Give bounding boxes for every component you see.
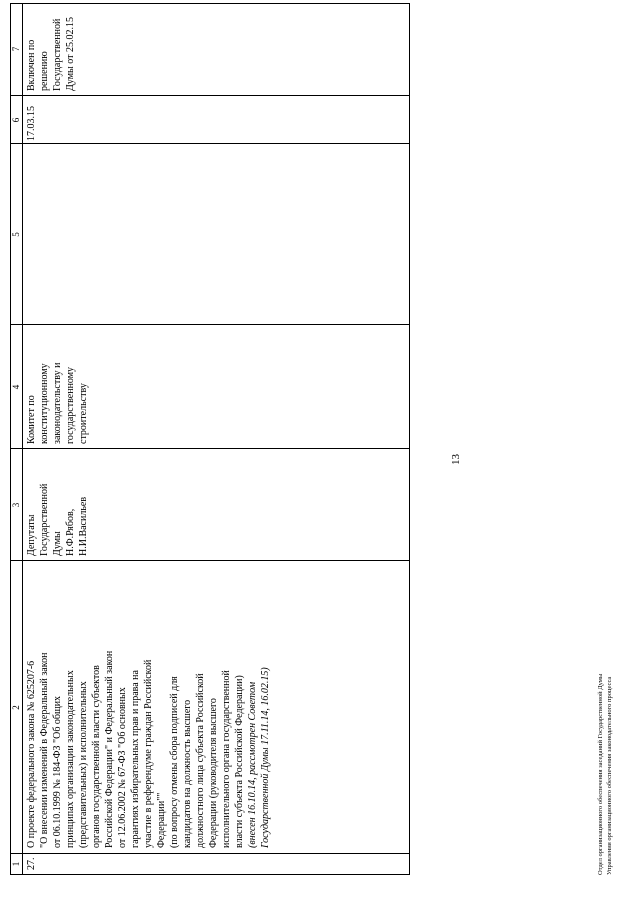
author-line: Депутаты: [26, 514, 37, 556]
column-divider: [11, 853, 409, 854]
note-line: решению: [39, 51, 50, 91]
author-line: Государственной: [39, 483, 50, 556]
committee-line: Комитет по: [26, 395, 37, 444]
bill-line: исполнительного органа государственной: [221, 670, 232, 848]
page-number: 13: [450, 454, 462, 465]
bill-description: [25, 651, 272, 848]
consideration-date: 17.03.15: [26, 106, 37, 141]
note-line: Государственной: [52, 18, 63, 91]
note-line: Думы от 25.02.15: [65, 17, 76, 91]
bill-line: власти субъекта Российской Федерации): [234, 675, 245, 848]
header-col-5: 5: [11, 232, 21, 237]
author-line: Думы: [52, 531, 63, 556]
committee-line: строительству: [78, 383, 89, 444]
bill-line: гарантиях избирательных прав и права на: [130, 670, 141, 848]
bill-line: от 12.06.2002 № 67-ФЗ "Об основных: [117, 687, 128, 848]
row-number: 27.: [26, 857, 37, 870]
header-col-6: 6: [11, 117, 21, 123]
bill-authors: [25, 484, 90, 556]
column-divider: [11, 560, 409, 561]
bill-line: участие в референдуме граждан Российской: [143, 659, 154, 848]
committee-line: законодательству и: [52, 362, 63, 444]
inclusion-note: [25, 17, 77, 91]
footer: [596, 674, 614, 875]
column-divider: [11, 324, 409, 325]
responsible-committee: [25, 363, 90, 444]
bill-line: "О внесении изменений в Федеральный закон: [39, 652, 50, 848]
column-divider: [11, 448, 409, 449]
author-line: Н.И.Васильев: [78, 496, 89, 556]
bill-line: принципах организации законодательных: [65, 670, 76, 848]
header-col-4: 4: [11, 384, 21, 390]
bill-line: Российской Федерации" и Федеральный закон: [104, 650, 115, 848]
column-divider: [11, 143, 409, 144]
bill-history-line: (внесен 16.10.14, рассмотрен Советом: [247, 681, 258, 848]
bill-history-line: Государственной Думы 17.11.14, 16.02.15): [260, 667, 271, 848]
bill-line: (по вопросу отмены сбора подписей для: [169, 676, 180, 848]
committee-line: конституционному: [39, 363, 50, 444]
committee-line: государственному: [65, 366, 76, 444]
footer-line: Управления организационного обеспечения законодательного процесса: [606, 676, 613, 875]
header-col-3: 3: [11, 502, 21, 508]
author-line: Н.Ф.Рябов,: [65, 508, 76, 556]
bill-line: (представительных) и исполнительных: [78, 681, 89, 848]
bill-line: О проекте федерального закона № 625207-6: [26, 660, 37, 848]
table-header-row: [11, 4, 23, 874]
note-line: Включен по: [26, 39, 37, 91]
footer-line: Отдел организационного обеспечения заседаний Государственной Думы: [597, 673, 604, 875]
header-col-2: 2: [11, 705, 21, 710]
bill-line: должностного лица субъекта Российской: [195, 673, 206, 848]
bill-line: органов государственной власти субъектов: [91, 665, 102, 848]
bill-line: Федерации (руководителя высшего: [208, 698, 219, 848]
header-col-1: 1: [11, 861, 21, 867]
column-divider: [11, 95, 409, 96]
bill-line: от 06.10.1999 № 184-ФЗ "Об общих: [52, 695, 63, 848]
bill-line: Федерации"": [156, 792, 167, 848]
header-col-7: 7: [11, 46, 21, 52]
document-table: [10, 3, 410, 875]
bill-line: кандидатов на должность высшего: [182, 699, 193, 848]
